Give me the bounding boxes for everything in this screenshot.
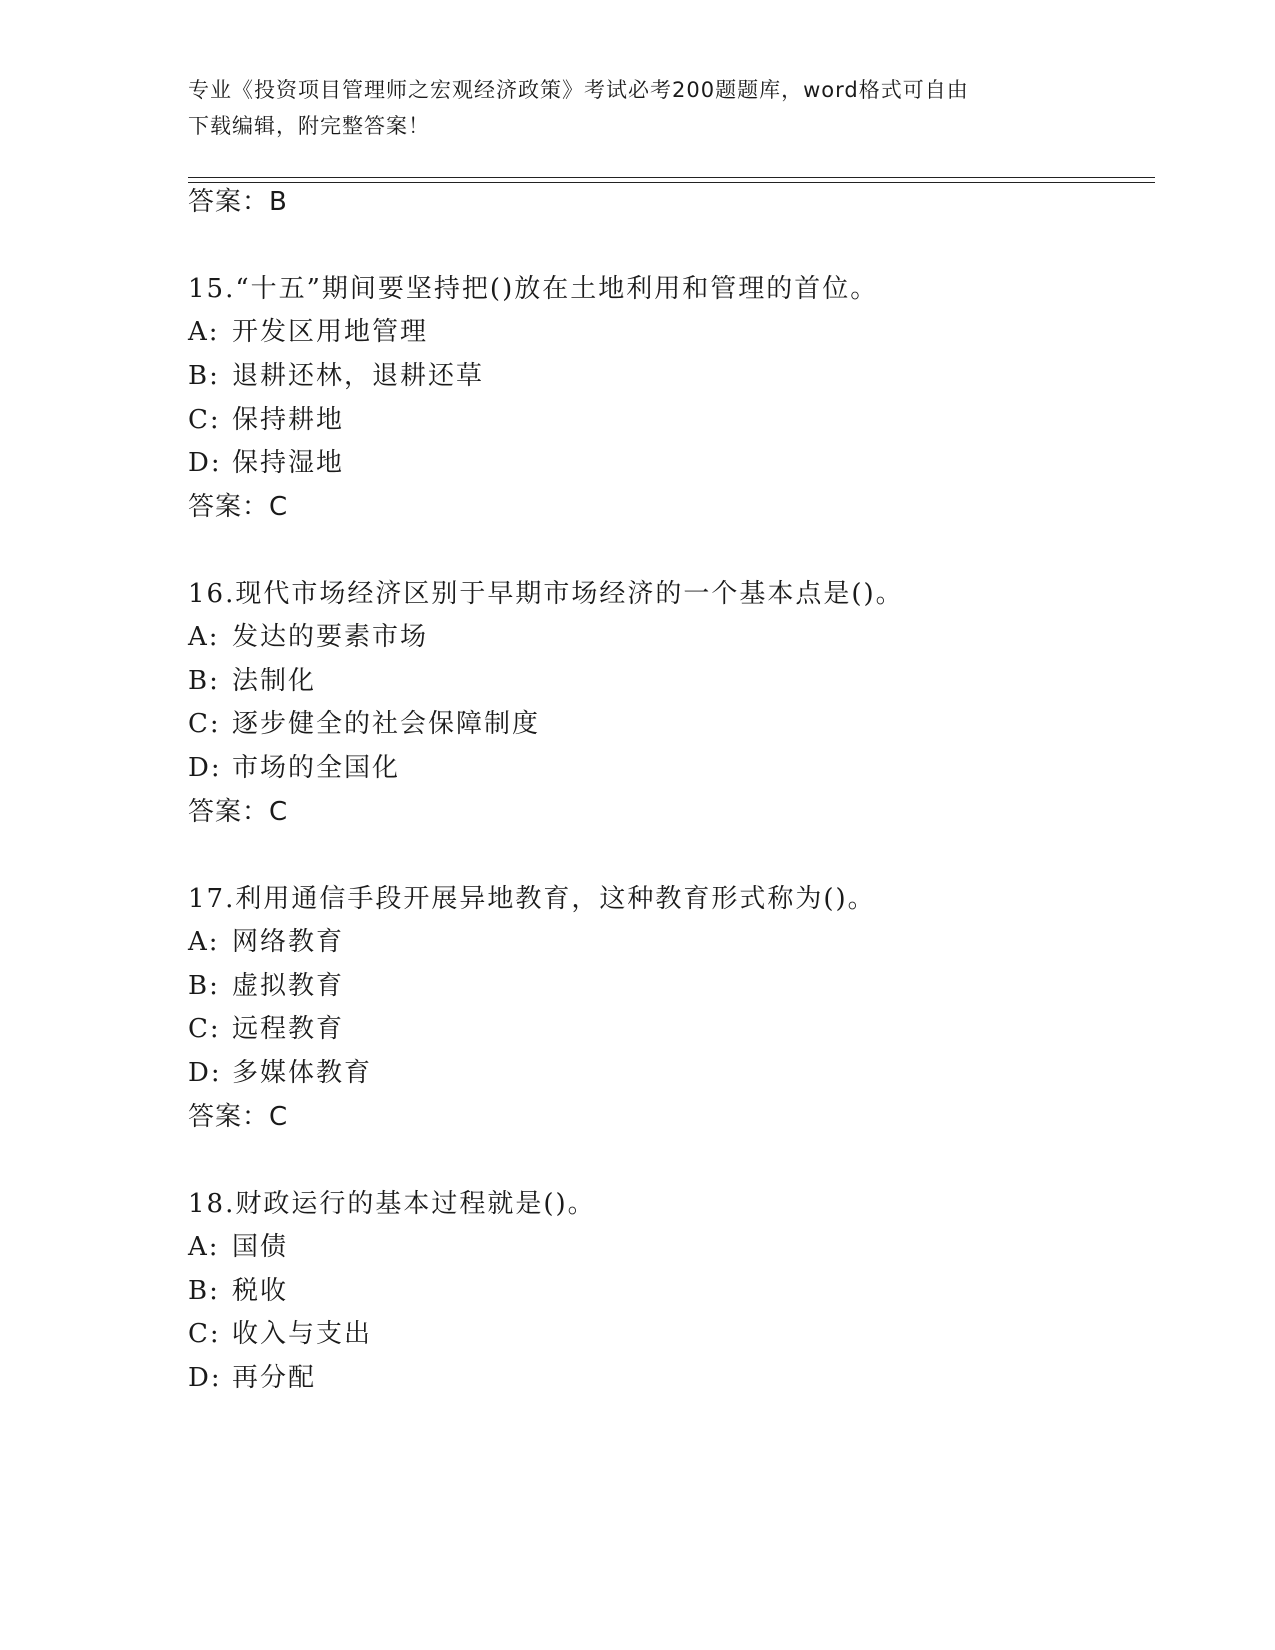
- question-18: 18.财政运行的基本过程就是()。: [188, 1189, 596, 1219]
- option-key: B:: [188, 1276, 220, 1306]
- header-line-1: 专业《投资项目管理师之宏观经济政策》考试必考200题题库，word格式可自由: [188, 78, 969, 102]
- option-d: [188, 1361, 316, 1395]
- option-a: [188, 925, 344, 959]
- header-line-2: 下载编辑，附完整答案！: [188, 114, 430, 138]
- question-16: 16.现代市场经济区别于早期市场经济的一个基本点是()。: [188, 579, 904, 609]
- option-text: 逐步健全的社会保障制度: [232, 709, 541, 739]
- option-d: [188, 1056, 372, 1090]
- option-d: [188, 751, 400, 785]
- option-key: C:: [188, 1014, 221, 1044]
- option-key: C:: [188, 405, 221, 435]
- question-17: 17.利用通信手段开展异地教育，这种教育形式称为()。: [188, 884, 876, 914]
- option-text: 远程教育: [232, 1014, 345, 1044]
- answer-label: 答案：C: [188, 492, 289, 522]
- option-c: [188, 403, 344, 437]
- option-a: [188, 315, 428, 349]
- option-text: 开发区用地管理: [232, 317, 429, 347]
- option-key: C:: [188, 709, 221, 739]
- option-a: [188, 1230, 288, 1264]
- header-rule-bottom: [188, 182, 1155, 183]
- option-key: B:: [188, 361, 220, 391]
- option-d: [188, 446, 344, 480]
- option-c: [188, 1317, 372, 1351]
- option-text: 市场的全国化: [232, 753, 401, 783]
- question-15: 15.“十五”期间要坚持把()放在土地利用和管理的首位。: [188, 274, 879, 304]
- option-b: [188, 969, 344, 1003]
- option-key: A:: [188, 927, 220, 957]
- answer-label: 答案：B: [188, 187, 288, 217]
- option-b: [188, 664, 316, 698]
- document-header: [188, 72, 1068, 144]
- option-text: 多媒体教育: [232, 1058, 373, 1088]
- option-key: D:: [188, 1363, 222, 1393]
- option-text: 发达的要素市场: [232, 622, 429, 652]
- option-b: [188, 359, 484, 393]
- option-key: A:: [188, 622, 220, 652]
- option-key: B:: [188, 971, 220, 1001]
- option-key: A:: [188, 317, 220, 347]
- option-key: D:: [188, 753, 222, 783]
- option-c: [188, 1012, 344, 1046]
- option-key: D:: [188, 448, 222, 478]
- answer-label: 答案：C: [188, 1102, 289, 1132]
- option-text: 税收: [232, 1276, 289, 1306]
- option-b: [188, 1274, 288, 1308]
- option-key: D:: [188, 1058, 222, 1088]
- option-key: A:: [188, 1232, 220, 1262]
- option-text: 收入与支出: [232, 1319, 373, 1349]
- option-key: C:: [188, 1319, 221, 1349]
- option-key: B:: [188, 666, 220, 696]
- option-a: [188, 620, 428, 654]
- option-text: 虚拟教育: [232, 971, 345, 1001]
- option-c: [188, 707, 540, 741]
- option-text: 国债: [232, 1232, 289, 1262]
- option-text: 退耕还林，退耕还草: [232, 361, 485, 391]
- option-text: 法制化: [232, 666, 317, 696]
- option-text: 保持耕地: [232, 405, 345, 435]
- option-text: 保持湿地: [232, 448, 345, 478]
- answer-label: 答案：C: [188, 797, 289, 827]
- option-text: 再分配: [232, 1363, 317, 1393]
- option-text: 网络教育: [232, 927, 345, 957]
- header-rule-top: [188, 177, 1155, 178]
